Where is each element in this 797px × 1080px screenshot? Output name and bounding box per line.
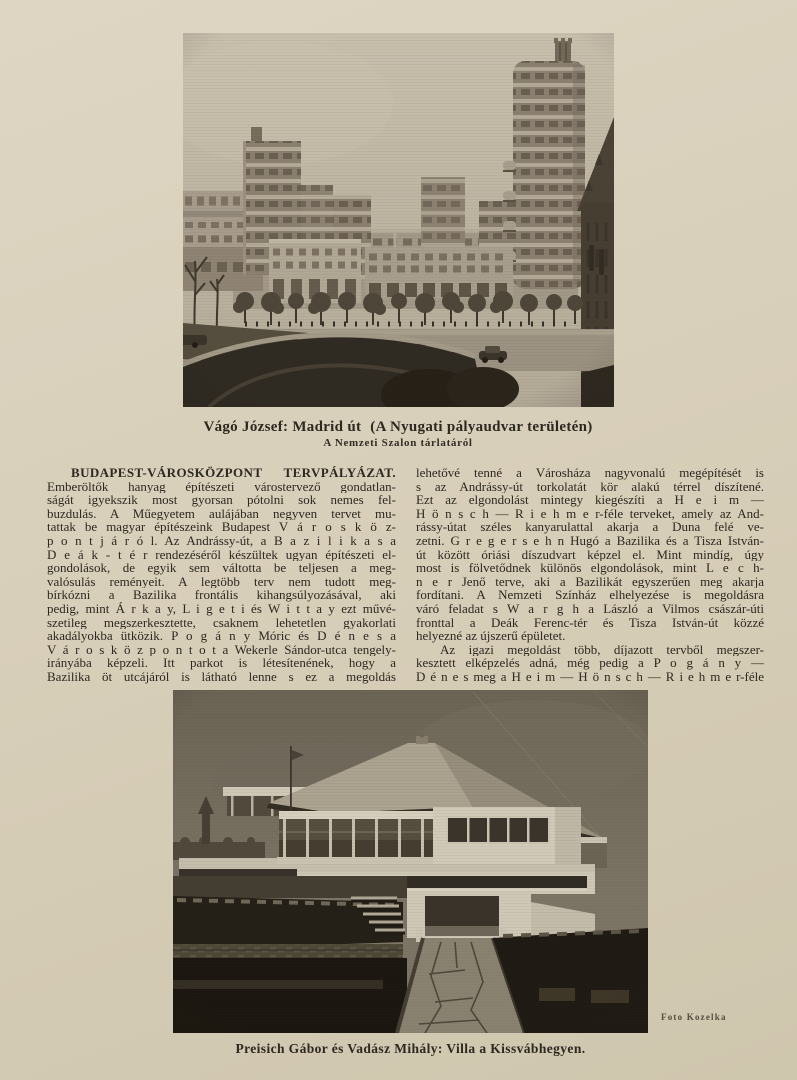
text-line: váró feladat s W a r g h a László a Vilmos császár-úti <box>416 601 764 616</box>
text-line: lehetővé tenné a Városháza nagyvonalú megépítését is <box>416 466 764 480</box>
text-line: n e r Jenő terve, aki a Bazilikát egyszerűen meg akarja <box>416 574 764 589</box>
article-right-column <box>416 466 764 684</box>
text-line: Bazilika öt utcájáról is látható lenne s ez a megoldás <box>47 669 396 684</box>
text-line: út között óriási díszudvart képzel el. Mint mindíg, úgy <box>416 547 764 562</box>
article-left-column <box>47 466 396 684</box>
text-line: Ezt az elgondolást mintegy kiegészíti a H e i m — <box>416 493 764 507</box>
text-line: V á r o s k ö z p o n t o t a Wekerle Sándor-utca tengely- <box>47 642 396 657</box>
top-caption-title: Vágó József: Madrid út <box>203 419 362 435</box>
text-line: Az igazi megoldást több, díjazott tervből megszer- <box>440 642 764 657</box>
text-line: p o n t j á r ó l. Az Andrássy-út, a B a z i l i k a s a <box>47 533 396 548</box>
villa-scene <box>173 690 648 1033</box>
text-line: irányába képzeli. Itt parkot is létesítenének, hogy a <box>47 656 396 670</box>
bottom-photo-caption: Preisich Gábor és Vadász Mihály: Villa a Kissvábhegyen. <box>235 1041 586 1056</box>
text-line: akadályokba ütközik. P o g á n y Móric és D é n e s a <box>47 629 396 643</box>
top-photo-caption <box>168 419 628 436</box>
text-line: H ö n s c h — R i e h m e r-féle terveket, amely az And- <box>416 506 764 521</box>
text-line: rássy-útat széles kanyarulattal akarja a Duna felé ve- <box>416 520 764 534</box>
city-rendering <box>183 33 614 407</box>
text-line: zetni. G r e g e r s e h n Hugó a Bazilika és a Tisza István- <box>416 533 764 548</box>
text-line: most is fölvetődnek különös elgondolások, mint L e c h- <box>416 561 764 575</box>
text-line: D é n e s meg a H e i m — H ö n s c h — R i e h m e r-féle <box>416 669 764 684</box>
photo-credit: Foto Kozelka <box>661 1012 727 1022</box>
text-line: fronttal a Deák Ferenc-tér és Tisza István-út közzé <box>416 615 764 630</box>
article-heading: BUDAPEST-VÁROSKÖZPONT TERVPÁLYÁZAT. <box>71 466 396 480</box>
text-line: tattak be magyar építészeink Budapest V á r o s k ö z- <box>47 520 396 534</box>
text-line: pedig, mint Á r k a y, L i g e t i és W i t t a y ezt művé- <box>47 601 396 616</box>
photo-vignette <box>183 33 614 407</box>
text-line: ságát igyekszik most gyorsan pótolni sok nemes fel- <box>47 493 396 507</box>
text-line: s az Andrássy-út torkolatát kör alakú térrel díszítené. <box>416 479 764 494</box>
text-line: gondolások, de egyik sem váltotta be teljesen a meg- <box>47 561 396 575</box>
text-line: helyezné az újszerű épületet. <box>416 629 566 643</box>
photo-vignette <box>173 690 648 1033</box>
text-line: D e á k - t é r rendezéséről készültek ugyan építészeti el- <box>47 547 396 562</box>
top-photo-source: A Nemzeti Szalon tárlatáról <box>323 437 473 449</box>
text-line: Emberöltők hanyag építészeti várostervező gondatlan- <box>47 479 396 494</box>
text-line: valósulás reményeit. A legtöbb terv nem tudott meg- <box>47 574 396 589</box>
city-plan-photo <box>183 33 614 407</box>
text-line: kesztett elképzelés adná, még pedig a P o g á n y — <box>416 656 764 670</box>
text-line: buzdulás. A Műegyetem aulájában negyven tervet mu- <box>47 506 396 521</box>
text-line: szetileg megszerkesztette, csaknem lehetetlen gyakorlati <box>47 615 396 630</box>
top-caption-note: (A Nyugati pályaudvar területén) <box>370 419 593 435</box>
text-line: bírkózni a Bazilika frontális kihangsúlyozásával, aki <box>47 588 396 602</box>
text-line: fordítani. A Nemzeti Színház elhelyezése is megoldásra <box>416 588 764 602</box>
villa-photo <box>173 690 648 1033</box>
